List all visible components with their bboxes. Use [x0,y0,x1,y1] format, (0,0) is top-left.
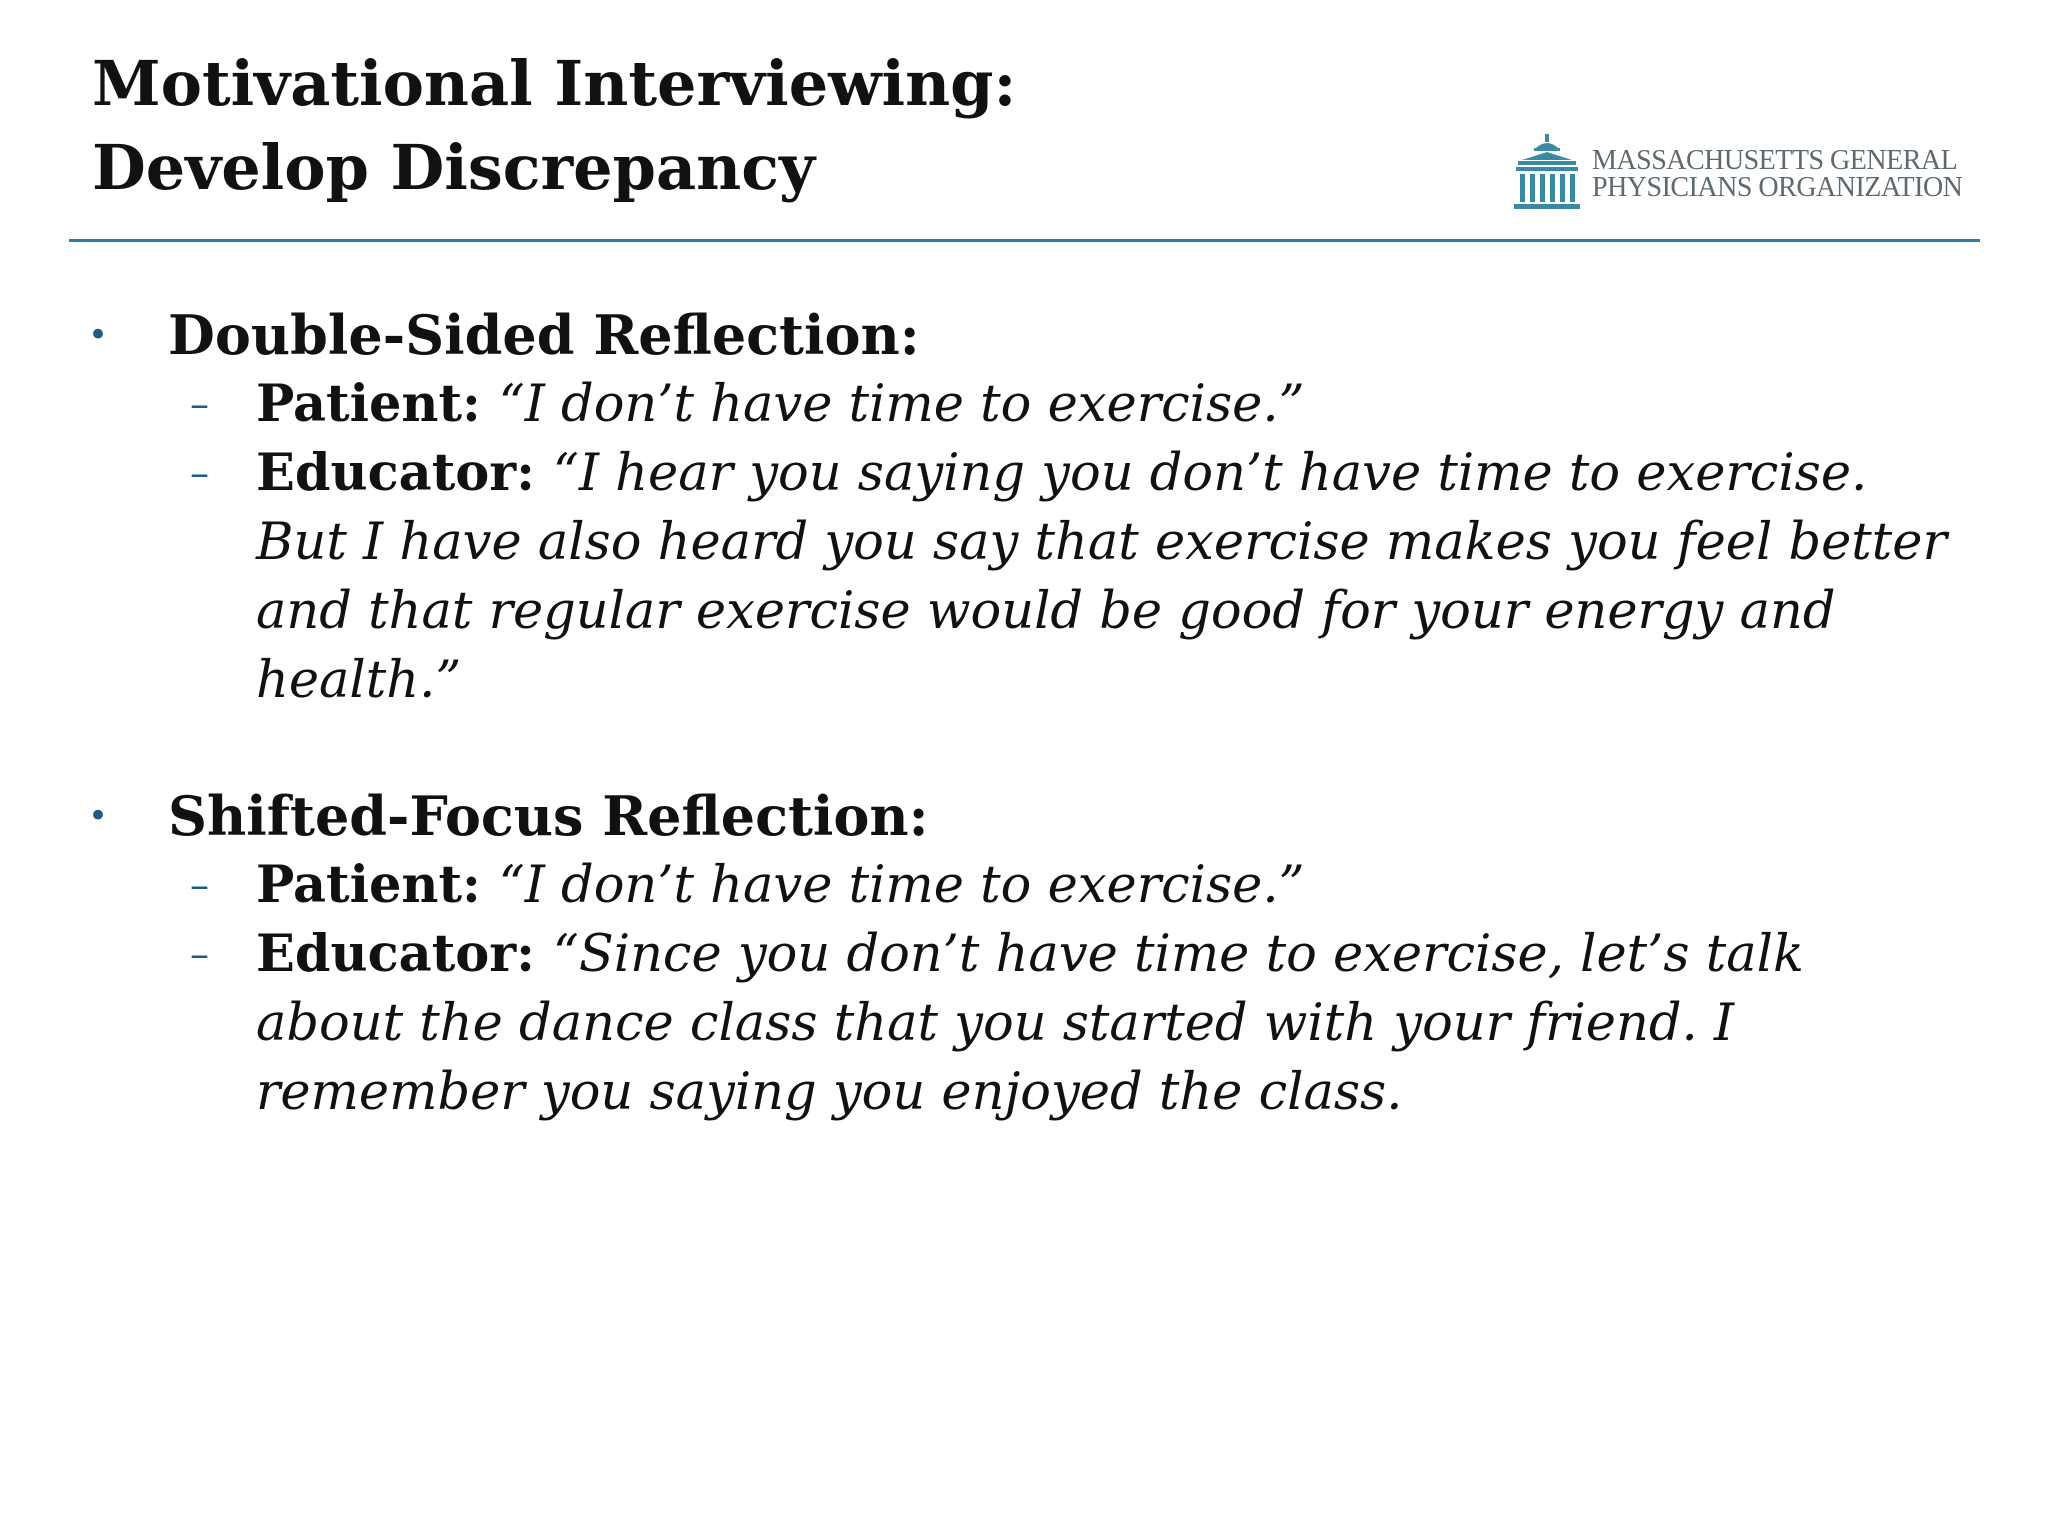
sub-bullet [0,851,1956,920]
dash-icon: – [190,451,209,495]
speaker-label: Educator: [256,443,553,503]
sub-bullet [0,920,1956,1127]
sub-bullet [0,439,1956,715]
logo-wordmark [1592,147,1962,201]
speaker-label: Educator: [256,924,553,984]
speaker-quote: “I don’t have time to exercise.” [498,375,1305,434]
bullet-dot-icon: • [88,796,109,836]
mgpo-logo [1514,134,1974,210]
logo-line-1: MASSACHUSETTS GENERAL [1592,145,1958,176]
bullet-heading-text: Double-Sided Reflection: [168,303,920,367]
bullet-heading [0,300,2048,370]
slide-title-line-2: Develop Discrepancy [92,131,815,204]
slide-body [0,300,2048,1193]
dash-icon: – [190,382,209,426]
dash-icon: – [190,863,209,907]
bullet-dot-icon: • [88,315,109,355]
slide-title-line-1: Motivational Interviewing: [92,47,1017,120]
title-divider [69,239,1980,242]
speaker-label: Patient: [256,374,499,434]
bullet-heading [0,781,2048,851]
section-shifted-focus [0,781,2048,1127]
sub-bullet [0,370,1956,439]
dash-icon: – [190,932,209,976]
speaker-quote: “I don’t have time to exercise.” [498,856,1305,915]
bullet-heading-text: Shifted-Focus Reflection: [168,784,929,848]
logo-line-2: PHYSICIANS ORGANIZATION [1592,172,1963,203]
slide-title [92,42,1016,210]
speaker-quote: “Since you don’t have time to exercise, let’s talk about the dance class that you started with your friend. I remember you saying you enjoyed the class. [256,925,1804,1122]
speaker-label: Patient: [256,855,499,915]
section-double-sided [0,300,2048,715]
speaker-quote: “I hear you saying you don’t have time to exercise. But I have also heard you say that exercise makes you feel better and that regular exercise would be good for your energy and health.” [256,444,1947,710]
building-icon [1514,134,1580,210]
